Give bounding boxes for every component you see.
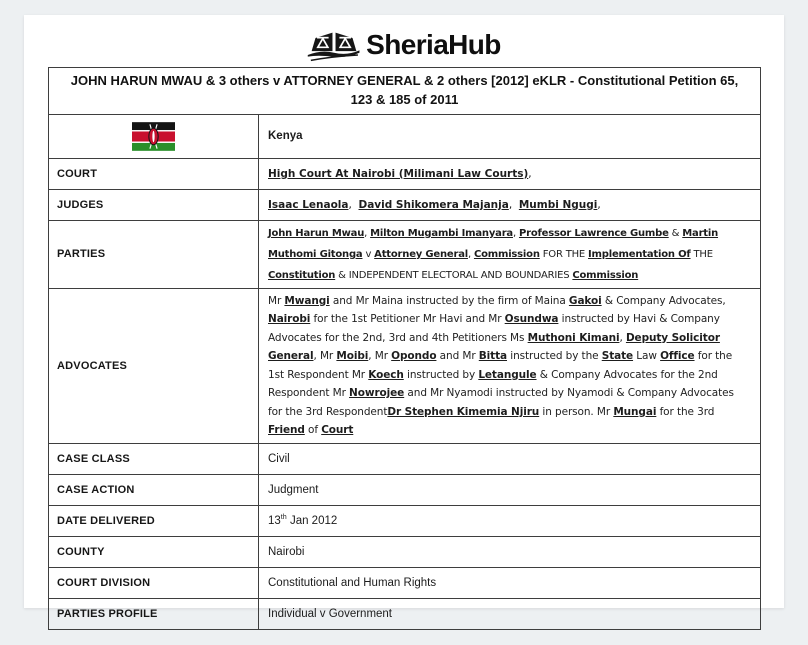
case-details-table: [48, 67, 761, 630]
page-card: [24, 15, 784, 620]
court-value: [259, 158, 761, 189]
case-action-value: Judgment: [259, 474, 761, 505]
text-segment: ,: [467, 248, 474, 260]
case-link[interactable]: Nowrojee: [349, 387, 405, 400]
country-name: Kenya: [259, 114, 761, 158]
case-link[interactable]: Court: [321, 424, 354, 437]
text-segment: ,: [528, 167, 532, 180]
text-segment: and Mr Nyamodi instructed by Nyamodi & Company Advocates for the 3rd Respondent: [268, 387, 734, 418]
scales-of-justice-icon[interactable]: [307, 26, 361, 64]
judges-row: [49, 189, 761, 220]
text-segment: of: [304, 424, 322, 437]
advocates-label: ADVOCATES: [49, 288, 259, 443]
case-link[interactable]: Moibi: [336, 350, 369, 363]
text-segment: ,: [597, 198, 601, 211]
parties-profile-label: PARTIES PROFILE: [49, 598, 259, 629]
text-segment: FOR THE: [539, 248, 589, 260]
text-segment: & Company Advocates for the 2nd Respondent Mr: [268, 368, 718, 400]
court-division-value: Constitutional and Human Rights: [259, 567, 761, 598]
court-label: COURT: [49, 158, 259, 189]
text-segment: Law: [633, 350, 661, 363]
advocates-value: [259, 288, 761, 443]
case-link[interactable]: Deputy Solicitor General: [268, 331, 720, 363]
text-segment: 13: [268, 514, 281, 527]
case-link[interactable]: Osundwa: [504, 313, 559, 326]
case-link[interactable]: Mumbi Ngugi: [518, 198, 598, 211]
text-segment: ,: [364, 227, 371, 239]
case-action-label: CASE ACTION: [49, 474, 259, 505]
date-delivered-row: [49, 505, 761, 536]
text-segment: for the 3rd: [656, 405, 715, 418]
parties-profile-value: Individual v Government: [259, 598, 761, 629]
advocates-row: [49, 288, 761, 443]
site-header: [24, 15, 784, 65]
case-link[interactable]: Bitta: [478, 350, 508, 363]
text-segment: for the 1st Respondent Mr: [268, 350, 733, 381]
case-link[interactable]: Gakoi: [568, 294, 602, 307]
text-segment: &: [668, 227, 683, 239]
text-segment: Mr: [268, 294, 285, 307]
case-link[interactable]: Constitution: [268, 269, 336, 281]
brand-name[interactable]: SheriaHub: [366, 28, 501, 60]
case-action-row: [49, 474, 761, 505]
case-link[interactable]: Nairobi: [268, 313, 311, 326]
case-link[interactable]: High Court At Nairobi (Milimani Law Courts): [268, 167, 529, 180]
case-link[interactable]: Milton Mugambi Imanyara: [370, 227, 513, 239]
court-row: [49, 158, 761, 189]
case-link[interactable]: Isaac Lenaola: [268, 198, 349, 211]
date-delivered-label: DATE DELIVERED: [49, 505, 259, 536]
kenya-flag-icon: [132, 122, 175, 151]
text-segment: and Mr: [436, 350, 479, 363]
county-row: [49, 536, 761, 567]
text-segment: instructed by the: [507, 350, 602, 363]
case-link[interactable]: Commission: [473, 248, 540, 260]
text-segment: & Company Advocates,: [601, 294, 726, 307]
text-segment: ,: [619, 331, 626, 344]
case-link[interactable]: Mungai: [613, 405, 657, 418]
country-row: [49, 114, 761, 158]
text-segment: instructed by Havi & Company Advocates for the 2nd, 3rd and 4th Petitioners Ms: [268, 313, 720, 344]
text-segment: ,: [513, 227, 519, 239]
court-division-label: COURT DIVISION: [49, 567, 259, 598]
text-segment: instructed by: [403, 368, 479, 381]
case-link[interactable]: Koech: [368, 368, 404, 381]
case-link[interactable]: Muthoni Kimani: [527, 331, 620, 344]
judges-label: JUDGES: [49, 189, 259, 220]
judges-value: [259, 189, 761, 220]
text-segment: and Mr Maina instructed by the firm of Maina: [329, 294, 569, 307]
case-class-row: [49, 443, 761, 474]
parties-value: [259, 220, 761, 288]
parties-label: PARTIES: [49, 220, 259, 288]
case-link[interactable]: Martin Muthomi Gitonga: [268, 227, 719, 260]
county-label: COUNTY: [49, 536, 259, 567]
case-link[interactable]: Attorney General: [374, 248, 468, 260]
case-link[interactable]: David Shikomera Majanja: [358, 198, 509, 211]
case-link[interactable]: Opondo: [391, 350, 437, 363]
text-segment: , Mr: [368, 350, 392, 363]
text-segment: THE: [690, 248, 713, 260]
parties-row: [49, 220, 761, 288]
text-segment: Jan 2012: [286, 514, 338, 527]
text-segment: & INDEPENDENT ELECTORAL AND BOUNDARIES: [335, 269, 573, 281]
case-link[interactable]: Commission: [572, 269, 639, 281]
county-value: Nairobi: [259, 536, 761, 567]
case-link[interactable]: State: [601, 350, 634, 363]
case-link[interactable]: John Harun Mwau: [268, 227, 365, 239]
case-class-label: CASE CLASS: [49, 443, 259, 474]
case-link[interactable]: Letangule: [478, 368, 537, 381]
case-title-row: [49, 68, 761, 115]
case-link[interactable]: Office: [660, 350, 695, 363]
court-division-row: [49, 567, 761, 598]
text-segment: , Mr: [313, 350, 337, 363]
text-segment: ,: [508, 198, 519, 211]
text-segment: ,: [348, 198, 359, 211]
case-link[interactable]: Dr Stephen Kimemia Njiru: [387, 405, 540, 418]
text-segment: v: [362, 248, 375, 260]
case-link[interactable]: Friend: [268, 424, 305, 437]
parties-profile-row: [49, 598, 761, 629]
text-segment: in person. Mr: [539, 405, 614, 418]
text-segment: for the 1st Petitioner Mr Havi and Mr: [310, 313, 505, 326]
case-link[interactable]: Mwangi: [284, 294, 330, 307]
case-title: JOHN HARUN MWAU & 3 others v ATTORNEY GENERAL & 2 others [2012] eKLR - Constitutional Petition 65, 123 & 185 of 2011: [49, 68, 761, 115]
case-class-value: Civil: [259, 443, 761, 474]
case-link[interactable]: Professor Lawrence Gumbe: [518, 227, 669, 239]
case-link[interactable]: Implementation Of: [588, 248, 691, 260]
ordinal-suffix: th: [280, 512, 287, 521]
date-delivered-value: [259, 505, 761, 536]
